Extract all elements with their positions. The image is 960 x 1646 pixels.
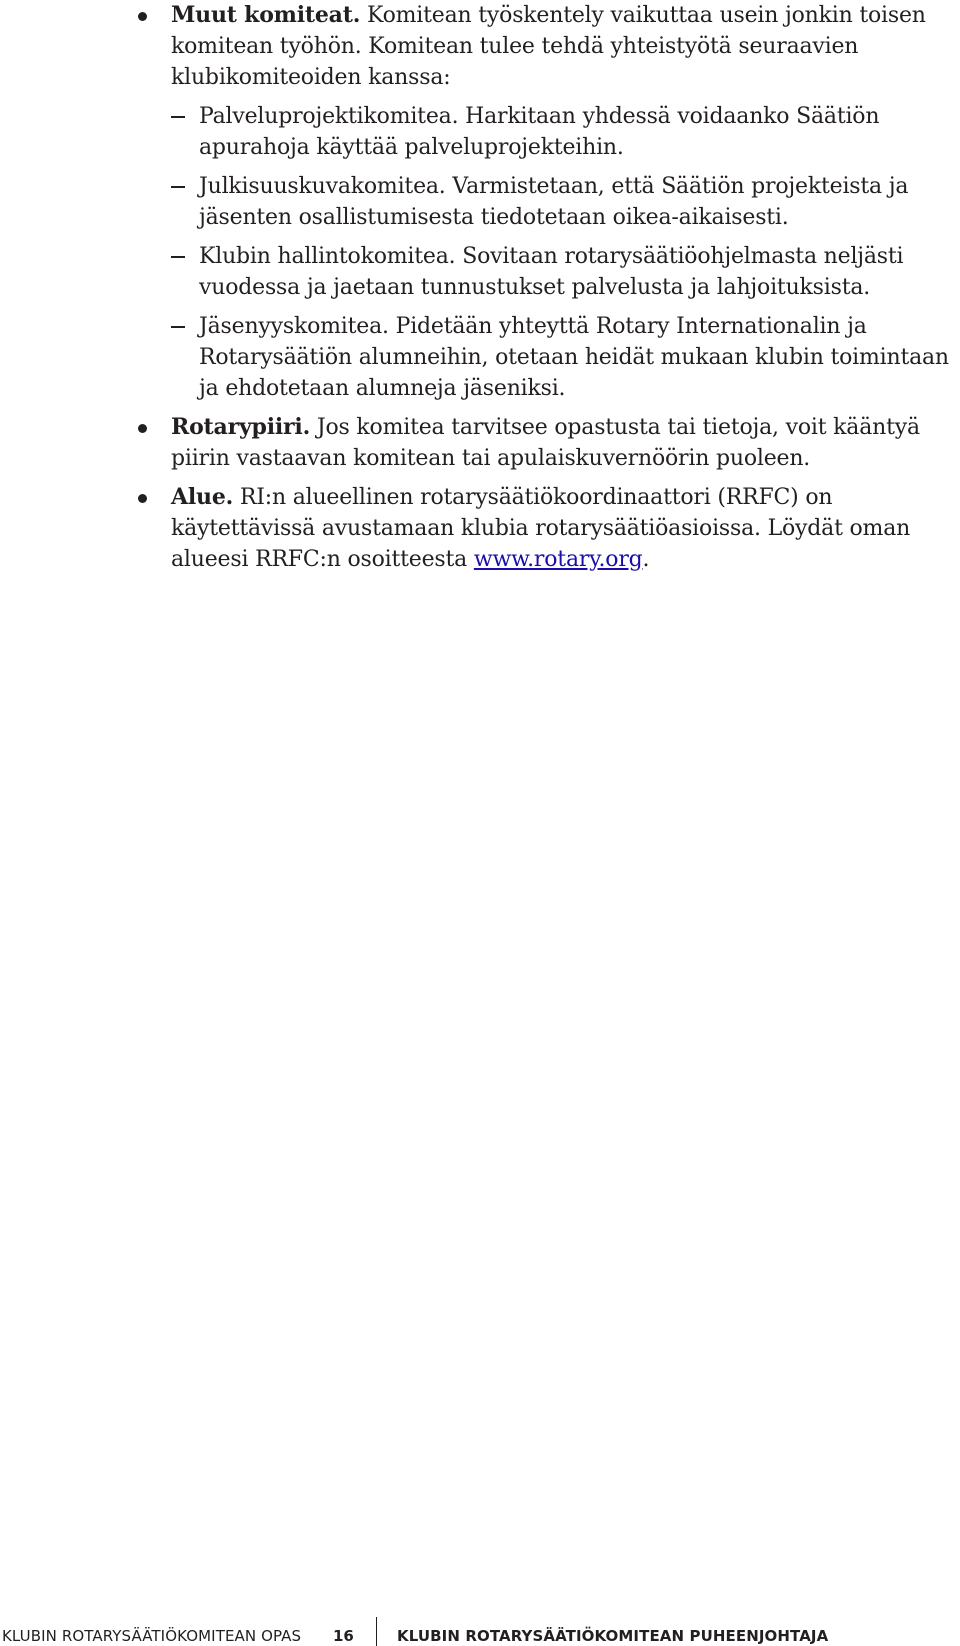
bullet-text: Jos komitea tarvitsee opastusta tai tietoja, voit kääntyä piirin vastaavan komitean tai apulaiskuvernöörin puoleen.	[171, 415, 920, 471]
bullet-icon	[138, 12, 147, 21]
bullet-item-alue	[138, 482, 958, 575]
dash-icon	[171, 186, 185, 188]
sub-item-text: Pidetään yhteyttä Rotary Internationalin ja Rotarysäätiön alumneihin, otetaan heidät mukaan klubin toimintaan ja ehdotetaan alumneja jäseniksi.	[199, 314, 949, 401]
footer-page-number: 16	[333, 1627, 354, 1645]
sub-item-text: Sovitaan rotarysäätiöohjelmasta neljästi vuodessa ja jaetaan tunnustukset palvelusta ja lahjoituksista.	[199, 244, 904, 300]
sub-item-klubin-hallintokomitea	[171, 241, 958, 303]
bullet-heading: Muut komiteat.	[171, 2, 361, 28]
document-body	[138, 0, 958, 583]
bullet-item-muut-komiteat	[138, 0, 958, 404]
bullet-heading: Rotarypiiri.	[171, 414, 311, 440]
page-footer	[0, 1626, 960, 1646]
sub-item-heading: Klubin hallintokomitea.	[199, 244, 456, 269]
sub-item-heading: Jäsenyyskomitea.	[199, 314, 389, 339]
rotary-website-link[interactable]: www.rotary.org	[473, 547, 643, 572]
sub-item-text: Harkitaan yhdessä voidaanko Säätiön apurahoja käyttää palveluprojekteihin.	[199, 104, 880, 160]
sub-item-heading: Julkisuuskuvakomitea.	[199, 174, 446, 199]
sub-item-heading: Palveluprojektikomitea.	[199, 104, 459, 129]
bullet-text: Komitean työskentely vaikuttaa usein jonkin toisen komitean työhön. Komitean tulee tehdä yhteistyötä seuraavien klubikomiteoiden kanssa:	[171, 3, 926, 90]
bullet-tail: .	[642, 547, 650, 572]
sub-item-palveluprojektikomitea	[171, 101, 958, 163]
sub-item-jasenyyskomitea	[171, 311, 958, 404]
sub-item-text: Varmistetaan, että Säätiön projekteista ja jäsenten osallistumisesta tiedotetaan oikea-aikaisesti.	[199, 174, 909, 230]
dash-icon	[171, 116, 185, 118]
dash-icon	[171, 256, 185, 258]
bullet-heading: Alue.	[171, 484, 234, 510]
bullet-item-rotarypiiri	[138, 412, 958, 474]
bullet-text: RI:n alueellinen rotarysäätiökoordinaattori (RRFC) on käytettävissä avustamaan klubia rotarysäätiöasioissa. Löydät oman alueesi RRFC:n osoitteesta	[171, 485, 911, 572]
dash-icon	[171, 326, 185, 328]
committee-sublist	[171, 101, 958, 404]
footer-divider	[376, 1617, 377, 1646]
sub-item-julkisuuskuvakomitea	[171, 171, 958, 233]
bullet-icon	[138, 424, 147, 433]
footer-guide-title: KLUBIN ROTARYSÄÄTIÖKOMITEAN OPAS	[2, 1627, 302, 1645]
footer-section-title: KLUBIN ROTARYSÄÄTIÖKOMITEAN PUHEENJOHTAJA	[397, 1627, 829, 1645]
bullet-icon	[138, 494, 147, 503]
